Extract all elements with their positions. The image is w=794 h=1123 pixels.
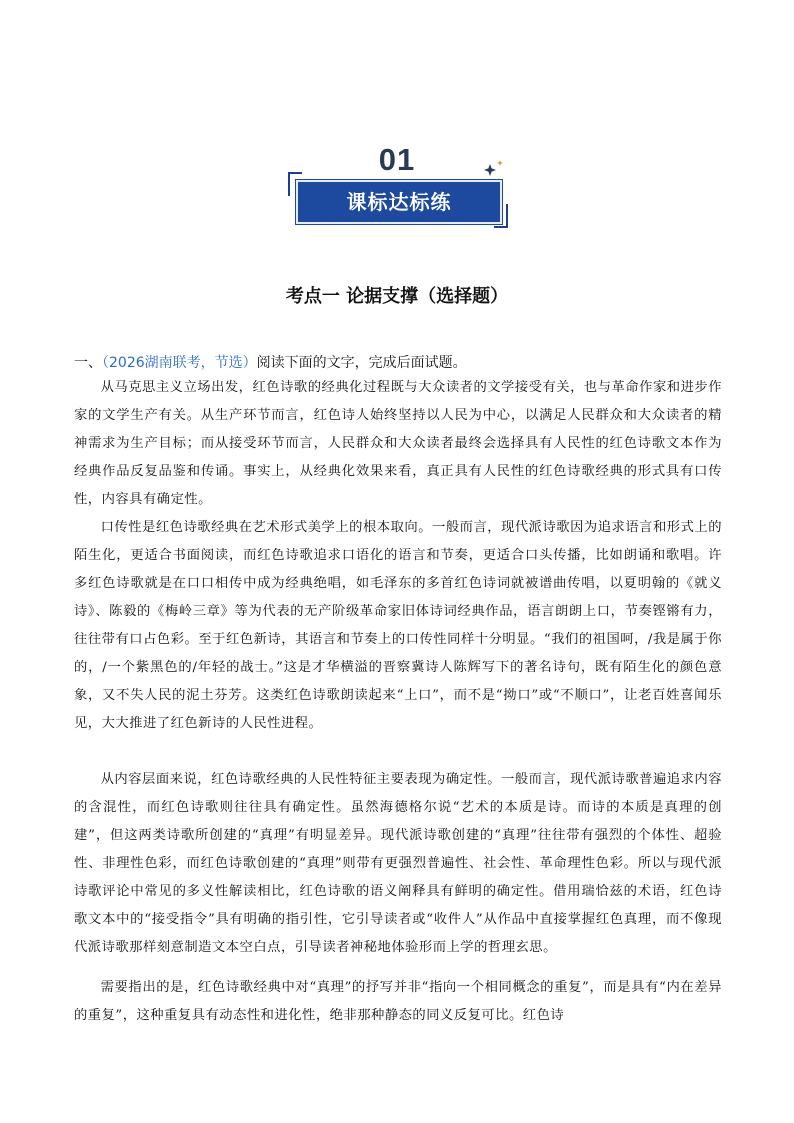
passage-paragraph-1: 从马克思主义立场出发，红色诗歌的经典化过程既与大众读者的文学接受有关，也与革命作家和进步作家的文学生产有关。从生产环节而言，红色诗人始终坚持以人民为中心，以满足人民群众和大众读者的精神需求为生产目标；而从接受环节而言，人民群众和大众读者最终会选择具有人民性的红色诗歌文本作为经典作品反复品鉴和传诵。事实上，从经典化效果来看，真正具有人民性的红色诗歌经典的形式具有口传性，内容具有确定性。	[74, 380, 722, 507]
passage-paragraph-4: 需要指出的是，红色诗歌经典中对“真理”的抒写并非“指向一个相同概念的重复”，而是具有“内在差异的重复”，这种重复具有动态性和进化性，绝非那种静态的同义反复可比。红色诗	[74, 980, 722, 1023]
passage-paragraph-2: 口传性是红色诗歌经典在艺术形式美学上的根本取向。一般而言，现代派诗歌因为追求语言和形式上的陌生化，更适合书面阅读，而红色诗歌追求口语化的语言和节奏，更适合口头传播，比如朗诵和歌唱。许多红色诗歌就是在口口相传中成为经典绝唱，如毛泽东的多首红色诗词就被谱曲传唱，以夏明翰的《就义诗》、陈毅的《梅岭三章》等为代表的无产阶级革命家旧体诗词经典作品，语言朗朗上口，节奏铿锵有力，往往带有口占色彩。至于红色新诗，其语言和节奏上的口传性同样十分明显。“我们的祖国呵，/我是属于你的，/一个紫黑色的/年轻的战士。”这是才华横溢的晋察冀诗人陈辉写下的著名诗句，既有陌生化的颜色意象，又不失人民的泥土芬芳。这类红色诗歌朗读起来“上口”，而不是“拗口”或“不顺口”，让老百姓喜闻乐见，大大推进了红色新诗的人民性进程。	[74, 520, 722, 731]
question-instruction: 阅读下面的文字，完成后面试题。	[256, 355, 467, 371]
passage-paragraph-3: 从内容层面来说，红色诗歌经典的人民性特征主要表现为确定性。一般而言，现代派诗歌普遍追求内容的含混性，而红色诗歌则往往具有确定性。虽然海德格尔说“艺术的本质是诗。而诗的本质是真理的创建”，但这两类诗歌所创建的“真理”有明显差异。现代派诗歌创建的“真理”往往带有强烈的个体性、超验性、非理性色彩，而红色诗歌创建的“真理”则带有更强烈普遍性、社会性、革命理性色彩。所以与现代派诗歌评论中常见的多义性解读相比，红色诗歌的语义阐释具有鲜明的确定性。借用瑞恰兹的术语，红色诗歌文本中的“接受指令”具有明确的指引性，它引导读者或“收件人”从作品中直接掌握红色真理，而不像现代派诗歌那样刻意制造文本空白点，引导读者神秘地体验形而上学的哲理玄思。	[74, 772, 722, 955]
question-source: （2026湖南联考，节选）	[102, 355, 257, 371]
section-banner	[286, 140, 508, 230]
banner-label: 课标达标练	[296, 180, 502, 224]
sparkle-icon	[482, 158, 508, 180]
question-heading	[74, 353, 734, 373]
banner-number: 01	[378, 142, 416, 177]
section-title: 考点一 论据支撑（选择题）	[285, 286, 509, 307]
question-number: 一、	[74, 355, 102, 371]
